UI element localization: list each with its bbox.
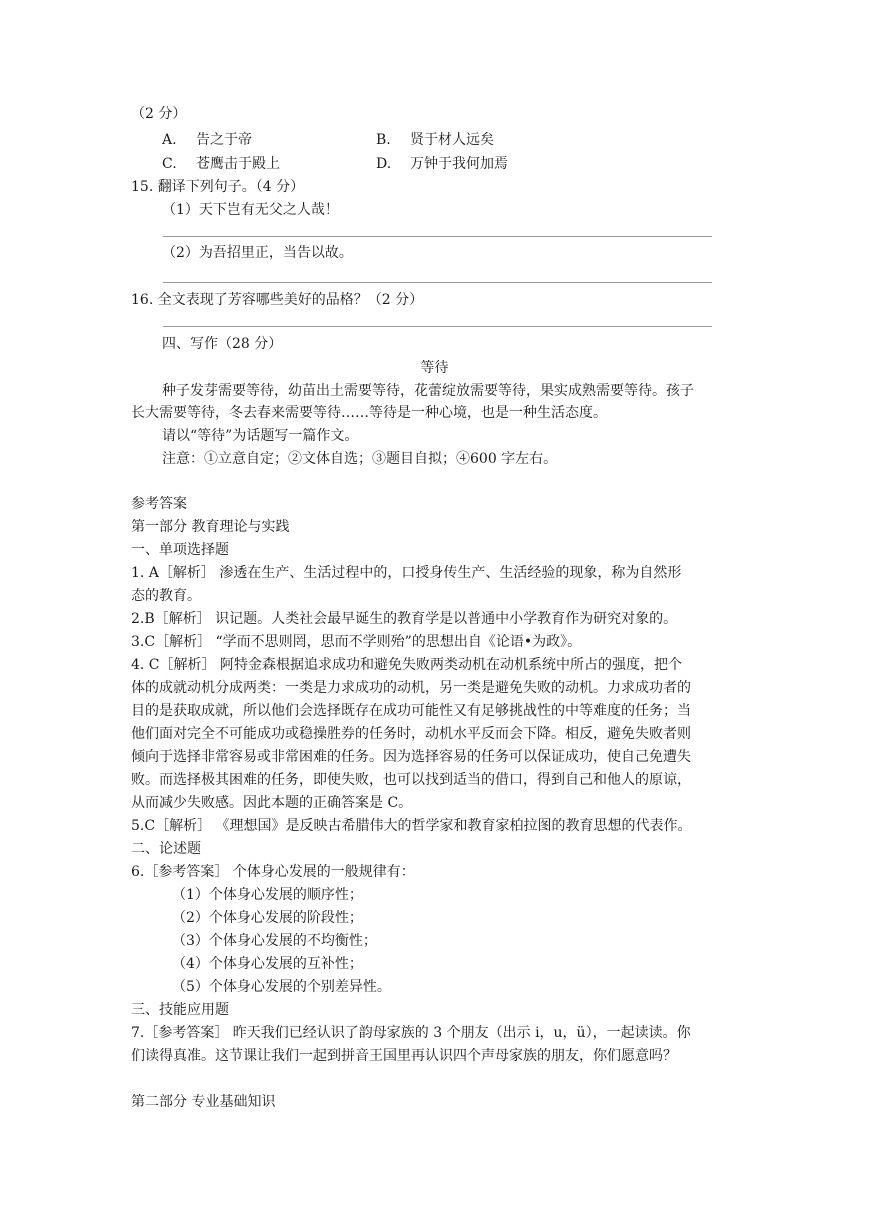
q14-option-c xyxy=(162,154,280,174)
answer-1a: 1. A［解析］ 渗透在生产、生活过程中的，口授身传生产、生活经验的现象，称为自然形 xyxy=(131,565,682,581)
option-letter: A. xyxy=(162,132,177,148)
answer-line-1 xyxy=(163,236,712,237)
answer-6-item-2: （2）个体身心发展的阶段性； xyxy=(172,910,363,926)
q15-sentence-1: （1）天下岂有无父之人哉！ xyxy=(162,202,339,218)
section-heading-3: 三、技能应用题 xyxy=(131,1002,229,1018)
section-heading-2: 二、论述题 xyxy=(131,841,201,857)
answer-4d: 他们面对完全不可能成功或稳操胜券的任务时，动机水平反而会下降。相反，避免失败者则 xyxy=(131,726,691,742)
q14-option-b xyxy=(376,130,494,150)
q15-title: 15. 翻译下列句子。（4 分） xyxy=(131,179,305,195)
writing-para-3: 注意：①立意自定；②文体自选；③题目自拟；④600 字左右。 xyxy=(162,451,558,467)
writing-heading: 四、写作（28 分） xyxy=(162,336,283,352)
q14-option-d xyxy=(376,154,508,174)
option-letter: D. xyxy=(376,156,392,172)
answer-6-item-4: （4）个体身心发展的互补性； xyxy=(172,956,363,972)
option-letter: C. xyxy=(162,156,177,172)
q15-sentence-2: （2）为吾招里正，当告以故。 xyxy=(162,245,353,261)
option-text: 贤于材人远矣 xyxy=(410,132,494,148)
q16-title: 16. 全文表现了芳容哪些美好的品格？（2 分） xyxy=(131,292,424,308)
section-heading-1: 一、单项选择题 xyxy=(131,542,229,558)
option-text: 告之于帝 xyxy=(196,132,252,148)
answer-4f: 败。而选择极其困难的任务，即使失败，也可以找到适当的借口，得到自己和他人的原谅， xyxy=(131,772,691,788)
answer-6-item-5: （5）个体身心发展的个别差异性。 xyxy=(172,979,391,995)
answer-6: 6.［参考答案］ 个体身心发展的一般规律有： xyxy=(131,864,415,880)
writing-para-1b: 长大需要等待，冬去春来需要等待……等待是一种心境，也是一种生活态度。 xyxy=(131,405,607,421)
writing-para-2: 请以“等待”为话题写一篇作文。 xyxy=(162,428,359,444)
answer-6-item-3: （3）个体身心发展的不均衡性； xyxy=(172,933,377,949)
answer-4c: 目的是获取成就，所以他们会选择既存在成功可能性又有足够挑战性的中等难度的任务；当 xyxy=(131,703,691,719)
answer-1b: 态的教育。 xyxy=(131,588,201,604)
q14-option-a xyxy=(162,130,252,150)
q14-score: （2 分） xyxy=(131,106,187,122)
option-text: 苍鹰击于殿上 xyxy=(196,156,280,172)
option-letter: B. xyxy=(376,132,391,148)
answer-4b: 体的成就动机分成两类：一类是力求成功的动机，另一类是避免失败的动机。力求成功者的 xyxy=(131,680,691,696)
writing-topic: 等待 xyxy=(420,360,449,376)
answer-4g: 从而减少失败感。因此本题的正确答案是 C。 xyxy=(131,795,413,811)
answer-7a: 7.［参考答案］ 昨天我们已经认识了韵母家族的 3 个朋友（出示 i，u，ü），一起读读。你 xyxy=(131,1025,691,1041)
answer-6-item-1: （1）个体身心发展的顺序性； xyxy=(172,887,363,903)
answers-part-1: 第一部分 教育理论与实践 xyxy=(131,519,290,535)
option-text: 万钟于我何加焉 xyxy=(410,156,508,172)
answers-part-2: 第二部分 专业基础知识 xyxy=(131,1094,276,1110)
answer-4a: 4. C［解析］ 阿特金森根据追求成功和避免失败两类动机在动机系统中所占的强度，把个 xyxy=(131,657,682,673)
answer-5: 5.C［解析］ 《理想国》是反映古希腊伟大的哲学家和教育家柏拉图的教育思想的代表作。 xyxy=(131,818,692,834)
answer-line-3 xyxy=(163,326,712,327)
answer-2: 2.B［解析］ 识记题。人类社会最早诞生的教育学是以普通中小学教育作为研究对象的。 xyxy=(131,611,678,627)
answer-4e: 倾向于选择非常容易或非常困难的任务。因为选择容易的任务可以保证成功，使自己免遭失 xyxy=(131,749,691,765)
writing-para-1a: 种子发芽需要等待，幼苗出土需要等待，花蕾绽放需要等待，果实成熟需要等待。孩子 xyxy=(162,383,694,399)
answer-line-2 xyxy=(163,282,712,283)
answer-3: 3.C［解析］ “学而不思则罔，思而不学则殆”的思想出自《论语•为政》。 xyxy=(131,634,582,650)
answer-7b: 们读得真准。这节课让我们一起到拼音王国里再认识四个声母家族的朋友，你们愿意吗？ xyxy=(131,1048,677,1064)
answers-title: 参考答案 xyxy=(131,496,187,512)
